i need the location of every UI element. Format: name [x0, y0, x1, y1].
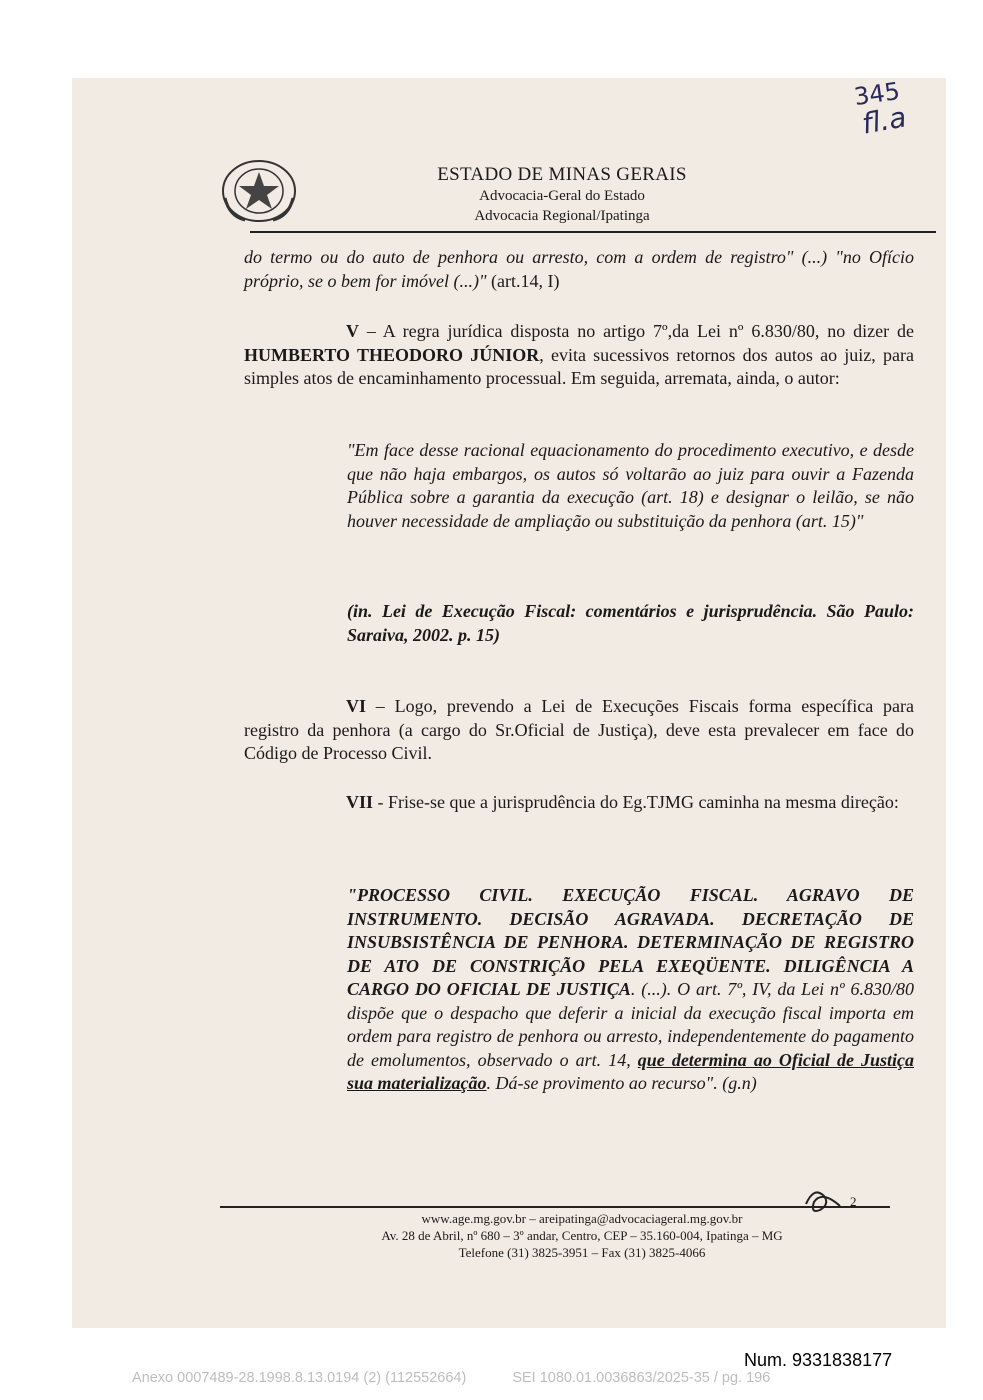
page-number: 2 — [850, 1194, 857, 1209]
handwritten-initials: fl.a — [859, 100, 909, 141]
annex-stamp — [132, 1370, 770, 1386]
annex-id: Anexo 0007489-28.1998.8.13.0194 (2) (112552664) — [132, 1370, 467, 1386]
footer-website: www.age.mg.gov.br – areipatinga@advocaciageral.mg.gov.br — [421, 1211, 743, 1226]
footer-phone: Telefone (31) 3825-3951 – Fax (31) 3825-4066 — [458, 1245, 706, 1260]
paragraph-v-number: V — [346, 321, 359, 341]
state-coat-of-arms-icon — [219, 158, 299, 224]
jurisprudence-highlight: que determina ao Oficial de Justiça sua materialização — [347, 1049, 914, 1093]
paragraph-vii-text: - Frise-se que a jurisprudência do Eg.TJMG caminha na mesma direção: — [373, 792, 899, 812]
author-name: HUMBERTO THEODORO JÚNIOR — [244, 344, 540, 365]
paragraph-v-text-a: – A regra jurídica disposta no artigo 7º,da Lei nº 6.830/80, no dizer de — [359, 321, 914, 341]
document-number-stamp: Num. 9331838177 — [744, 1350, 893, 1370]
footer-address: Av. 28 de Abril, nº 680 – 3º andar, Centro, CEP – 35.160-004, Ipatinga – MG — [381, 1228, 783, 1243]
header-title: ESTADO DE MINAS GERAIS — [437, 164, 687, 185]
header-divider — [250, 231, 936, 233]
jurisprudence-headnote: "PROCESSO CIVIL. EXECUÇÃO FISCAL. AGRAVO DE INSTRUMENTO. DECISÃO AGRAVADA. DECRETAÇÃO DE INSUBSISTÊNCIA DE PENHORA. DETERMINAÇÃO DE REGISTRO DE ATO DE CONSTRIÇÃO PELA EXEQÜENTE. DILIGÊNCIA A CARGO DO OFICIAL DE JUSTIÇA — [347, 885, 914, 999]
citation-reference: (art.14, I) — [486, 270, 560, 291]
scanned-page — [72, 78, 946, 1328]
doctrine-quote — [347, 439, 914, 533]
paragraph-vi-number: VI — [346, 696, 367, 716]
citation-fragment: do termo ou do auto de penhora ou arresto, com a ordem de registro" (...) "no Ofício próprio, se o bem for imóvel (...)" — [244, 247, 914, 291]
sei-reference: SEI 1080.01.0036863/2025-35 / pg. 196 — [512, 1370, 771, 1386]
paragraph-vi-text: – Logo, prevendo a Lei de Execuções Fiscais forma específica para registro da penhora (a cargo do Sr.Oficial de Justiça), deve esta prevalecer em face do Código de Processo Civil. — [244, 696, 914, 763]
doctrine-quote-text: "Em face desse racional equacionamento do procedimento executivo, e desde que não haja embargos, os autos só voltarão ao juiz para ouvir a Fazenda Pública sobre a garantia da execução (art. 18) e designar o leilão, se não houver necessidade de ampliação ou substituição da penhora (art. 15)" — [347, 440, 914, 531]
paragraph-v — [244, 320, 914, 391]
paragraph-vii-number: VII — [346, 792, 374, 812]
paragraph-v-text-b: , evita sucessivos retornos dos autos ao juiz, para simples atos de encaminhamento processual. Em seguida, arremata, ainda, o autor: — [244, 344, 914, 388]
header-subtitle-agency: Advocacia-Geral do Estado — [479, 188, 645, 204]
footer-divider — [220, 1206, 890, 1208]
jurisprudence-body: . (...). O art. 7º, IV, da Lei nº 6.830/80 dispõe que o despacho que deferir a inicial da execução fiscal importa em ordem para registro de penhora ou arresto, independentemente do pagamento de emolumentos, observado o art. 14, — [347, 979, 915, 1070]
doctrine-source: (in. Lei de Execução Fiscal: comentários e jurisprudência. São Paulo: Saraiva, 2002. p. 15) — [347, 601, 914, 645]
handwritten-page-number: 345 — [852, 76, 902, 112]
paragraph-vi — [244, 695, 914, 766]
paragraph-vii — [244, 791, 914, 815]
header-subtitle-office: Advocacia Regional/Ipatinga — [474, 208, 650, 224]
jurisprudence-ending: . Dá-se provimento ao recurso". (g.n) — [486, 1073, 757, 1093]
jurisprudence-quote — [347, 884, 914, 1096]
paragraph-continuation — [244, 246, 914, 293]
